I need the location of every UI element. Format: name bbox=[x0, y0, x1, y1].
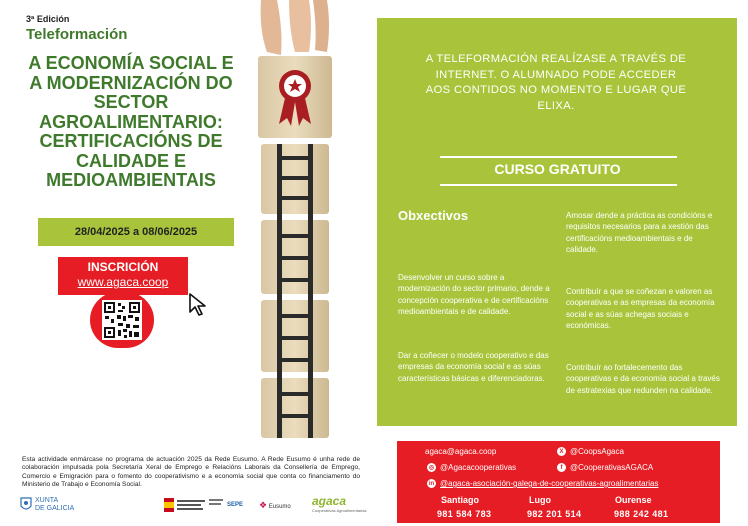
facebook-icon: f bbox=[557, 463, 566, 472]
instagram-icon: ◎ bbox=[428, 465, 435, 471]
office-city: Ourense bbox=[615, 495, 652, 505]
course-dates: 28/04/2025 a 08/06/2025 bbox=[38, 218, 234, 246]
government-logo bbox=[164, 496, 242, 516]
funding-note: Esta actividade enmárcase no programa de actuación 2025 da Rede Eusumo. A Rede Eusumo é unha rede de colaboración impulsada pola Secretaría Xeral de Emprego e Relacións Laborais da Consellería de Emprego, Comercio e Emigración para o fomento do cooperativismo e a economía social que conta co financiamento do Ministerio de Trabajo e Economía Social. bbox=[22, 456, 360, 488]
xunta-shield-icon bbox=[20, 497, 32, 513]
email-text: agaca@agaca.coop bbox=[425, 447, 497, 456]
linkedin-handle: @agaca-asociación-galega-de-cooperativas-agroalimentarias bbox=[440, 479, 659, 488]
ladder-blocks bbox=[261, 144, 329, 438]
divider-top bbox=[440, 156, 677, 158]
edition-label: 3ª Edición bbox=[26, 14, 70, 24]
inscription-box[interactable] bbox=[58, 257, 188, 295]
facebook-handle: @CooperativasAGACA bbox=[570, 463, 654, 472]
xunta-line2: DE GALICIA bbox=[35, 505, 75, 512]
linkedin-icon: in bbox=[428, 480, 435, 487]
qr-code-icon bbox=[102, 300, 142, 340]
email-link[interactable] bbox=[425, 447, 496, 456]
office-phone[interactable]: 982 201 514 bbox=[527, 509, 582, 519]
blocks-photo bbox=[255, 0, 335, 438]
objective-item: Dar a coñecer o modelo cooperativo e das empresas da economía social e as súas características básicas e diferenciadoras. bbox=[398, 351, 549, 383]
facebook-link[interactable] bbox=[557, 463, 653, 472]
office-phone[interactable]: 988 242 481 bbox=[614, 509, 669, 519]
objective-item: Contribuír ao fortalecemento das cooperativas e da economía social a través de estratexias que redunden na calidade. bbox=[566, 363, 720, 395]
linkedin-link[interactable] bbox=[427, 479, 658, 488]
xunta-line1: XUNTA bbox=[35, 497, 59, 504]
agaca-label: agaca bbox=[312, 494, 347, 508]
objectives-heading: Obxectivos bbox=[398, 208, 469, 223]
divider-bottom bbox=[440, 184, 677, 186]
office-phone[interactable]: 981 584 783 bbox=[437, 509, 492, 519]
x-icon: X bbox=[557, 447, 566, 456]
agaca-logo bbox=[312, 494, 366, 513]
modality-label: Teleformación bbox=[26, 26, 128, 43]
office-city: Lugo bbox=[529, 495, 551, 505]
qr-code-badge[interactable] bbox=[90, 292, 154, 348]
eusumo-logo: ❖ Eusumo bbox=[259, 500, 291, 510]
agaca-sub-label: Cooperativas Agroalimentarias bbox=[312, 508, 367, 513]
instagram-handle: @Agacacooperativas bbox=[440, 463, 517, 472]
teleformation-intro: A TELEFORMACIÓN REALÍZASE A TRAVÉS DE INTERNET. O ALUMNADO PODE ACCEDER AOS CONTIDOS NO MOMENTO E LUGAR QUE ELIXA. bbox=[425, 53, 687, 112]
office-city: Santiago bbox=[441, 495, 480, 505]
course-title: A ECONOMÍA SOCIAL E A MODERNIZACIÓN DO SECTOR AGROALIMENTARIO: CERTIFICACIÓNS DE CALIDADE E MEDIOAMBIENTAIS bbox=[28, 53, 234, 190]
instagram-link[interactable] bbox=[427, 463, 516, 472]
objective-item: Amosar dende a práctica as condicións e requisitos necesarios para a xestión das certificacións medioambientais e de calidade. bbox=[566, 211, 713, 254]
objective-item: Desenvolver un curso sobre a modernización do sector primario, dende a concepción cooperativa e de certificacións medioambientais e de calidade. bbox=[398, 273, 550, 316]
contact-box bbox=[397, 441, 720, 523]
sepe-label: SEPE bbox=[227, 502, 244, 508]
cursor-icon bbox=[186, 290, 214, 318]
objective-item: Contribuír a que se coñezan e valoren as cooperativas e as empresas da economía social e as súas achegas sociais e económicas. bbox=[566, 287, 715, 330]
xunta-logo bbox=[20, 497, 74, 513]
x-handle: @CoopsAgaca bbox=[570, 447, 624, 456]
free-course-label: CURSO GRATUITO bbox=[494, 161, 621, 177]
eusumo-label: Eusumo bbox=[268, 504, 291, 510]
inscription-link[interactable]: www.agaca.coop bbox=[77, 275, 169, 289]
inscription-label: INSCRICIÓN bbox=[87, 260, 159, 274]
x-link[interactable] bbox=[557, 447, 624, 456]
